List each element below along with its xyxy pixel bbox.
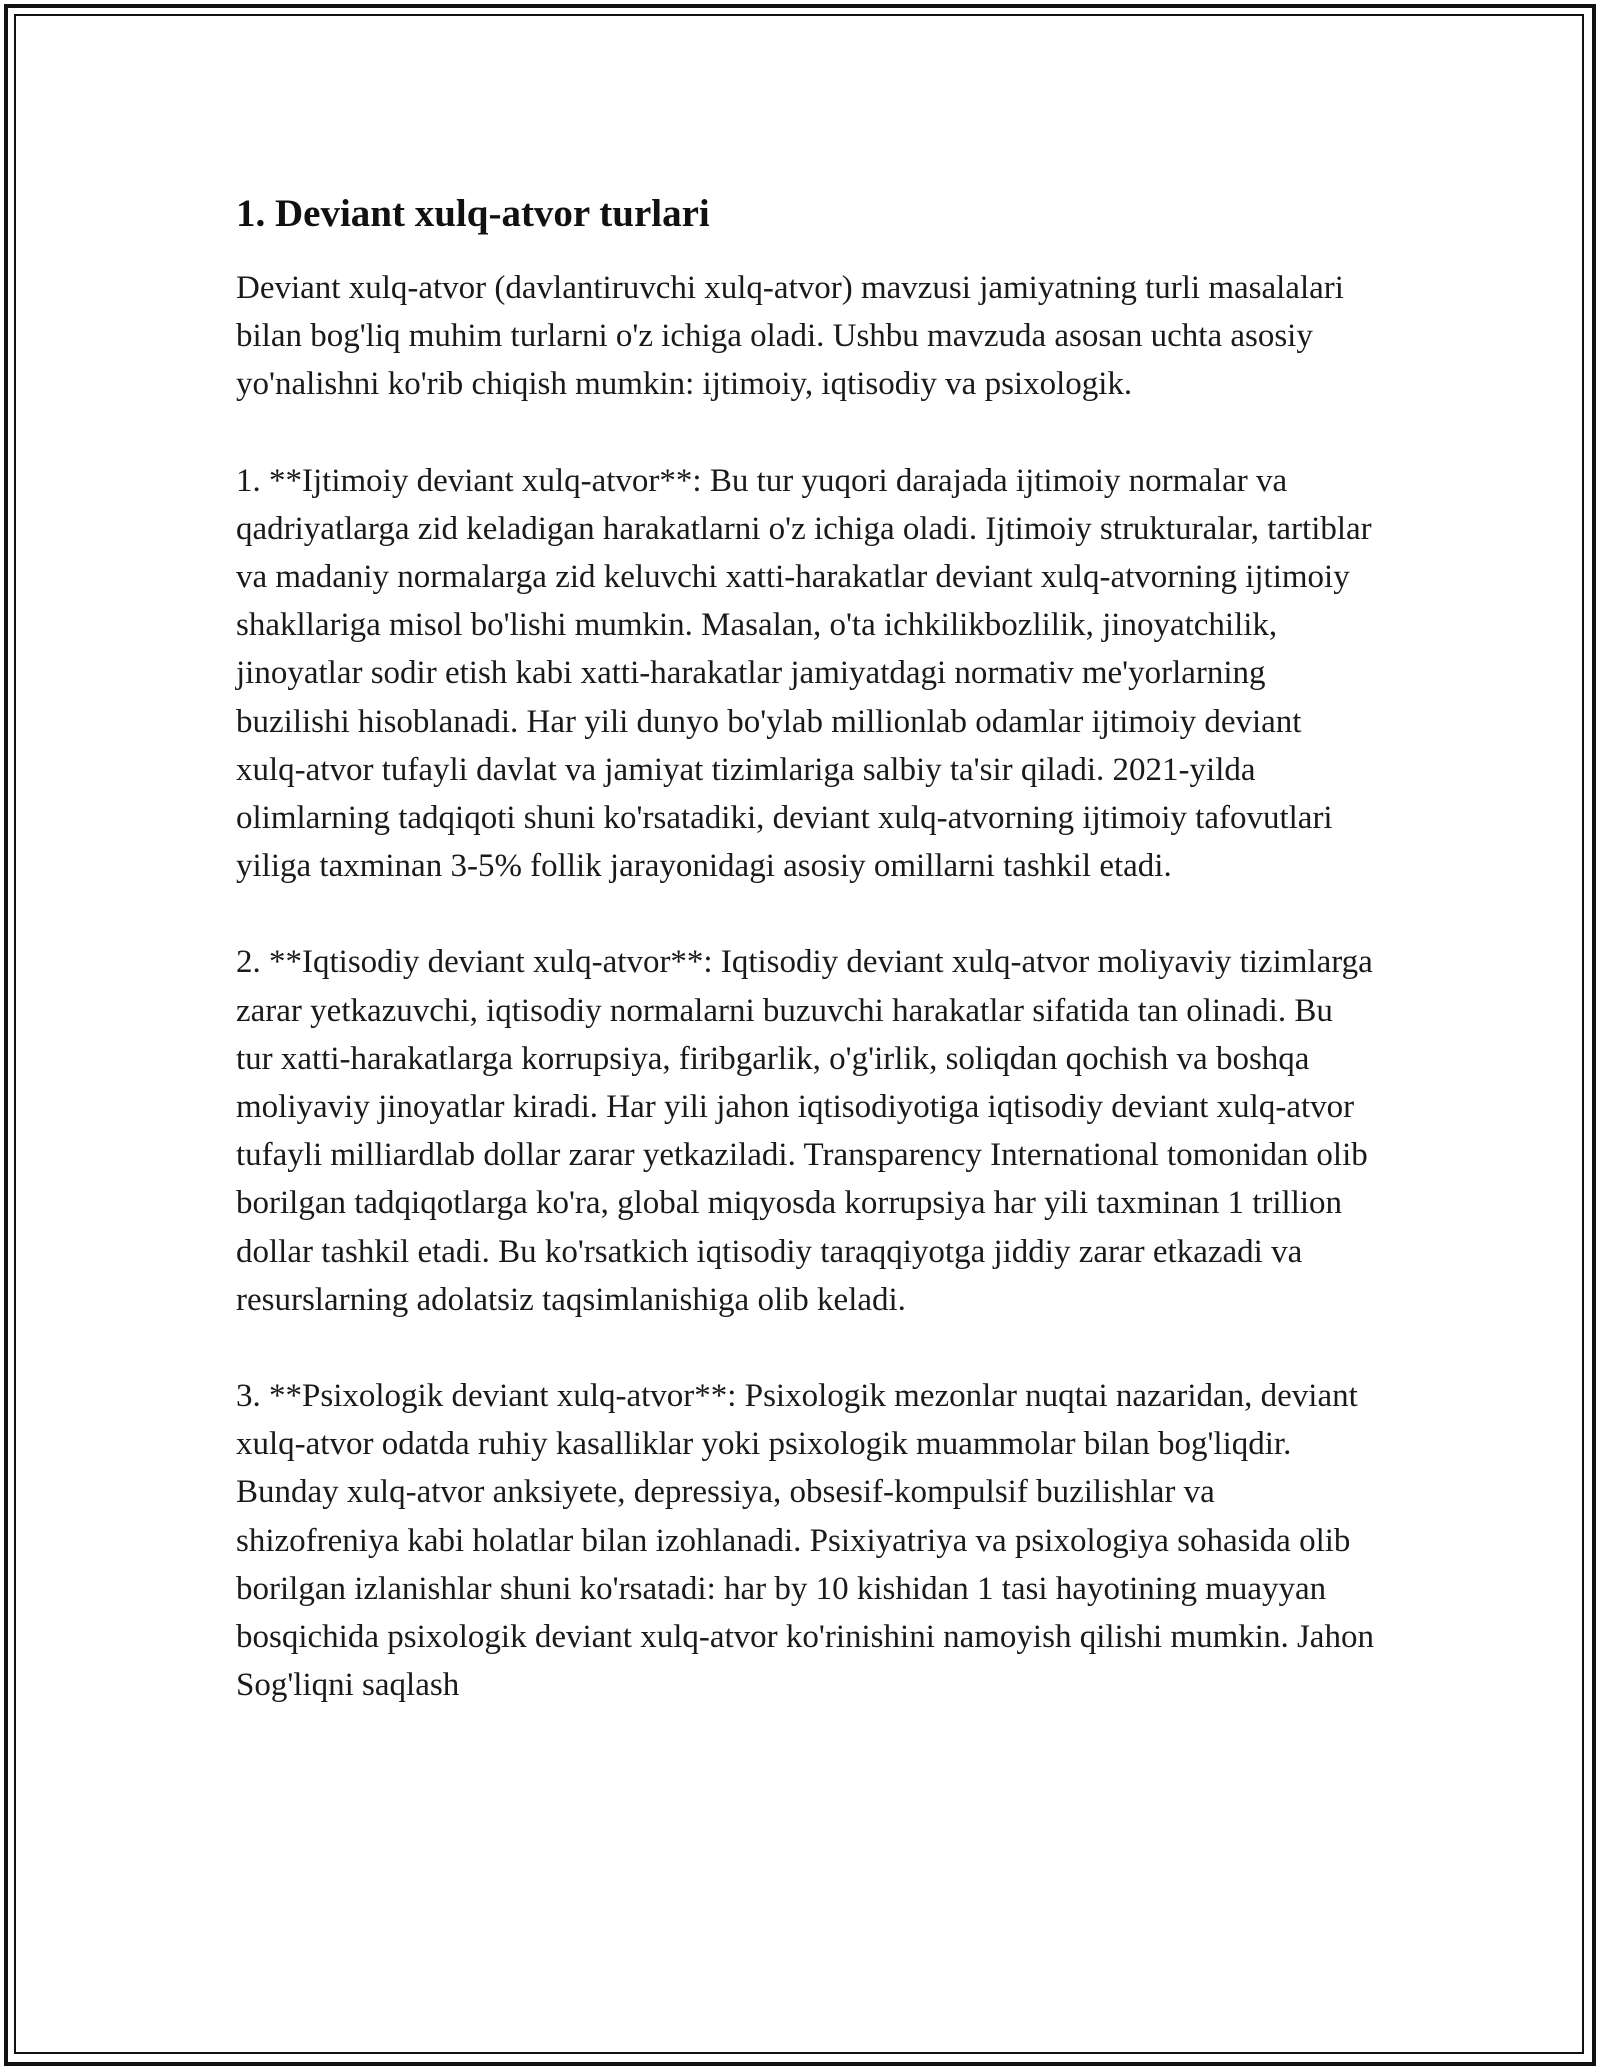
intro-paragraph: Deviant xulq-atvor (davlantiruvchi xulq-atvor) mavzusi jamiyatning turli masalalari bilan bog'liq muhim turlarni o'z ichiga oladi. Ushbu mavzuda asosan uchta asosiy yo'nalishni ko'rib chiqish mumkin: ijtimoiy, iqtisodiy va psixologik. [236, 270, 1344, 403]
document-body [236, 188, 1376, 1757]
psychological-deviance-paragraph: 3. **Psixologik deviant xulq-atvor**: Psixologik mezonlar nuqtai nazaridan, deviant xulq-atvor odatda ruhiy kasalliklar yoki psixologik muammolar bilan bog'liqdir. Bunday xulq-atvor anksiyete, depressiya, obsesif-kompulsif buzilishlar va shizofreniya kabi holatlar bilan izohlanadi. Psixiyatriya va psixologiya sohasida olib borilgan izlanishlar shuni ko'rsatadi: har by 10 kishidan 1 tasi hayotining muayyan bosqichida psixologik deviant xulq-atvor ko'rinishini namoyish qilishi mumkin. Jahon Sog'liqni saqlash [236, 1378, 1374, 1704]
social-deviance-paragraph: 1. **Ijtimoiy deviant xulq-atvor**: Bu tur yuqori darajada ijtimoiy normalar va qadriyatlarga zid keladigan harakatlarni o'z ichiga oladi. Ijtimoiy strukturalar, tartiblar va madaniy normalarga zid keluvchi xatti-harakatlar deviant xulq-atvorning ijtimoiy shakllariga misol bo'lishi mumkin. Masalan, o'ta ichkilikbozlilik, jinoyatchilik, jinoyatlar sodir etish kabi xatti-harakatlar jamiyatdagi normativ me'yorlarning buzilishi hisoblanadi. Har yili dunyo bo'ylab millionlab odamlar ijtimoiy deviant xulq-atvor tufayli davlat va jamiyat tizimlariga salbiy ta'sir qiladi. 2021-yilda olimlarning tadqiqoti shuni ko'rsatadiki, deviant xulq-atvorning ijtimoiy tafovutlari yiliga taxminan 3-5% follik jarayonidagi asosiy omillarni tashkil etadi. [236, 462, 1372, 885]
economic-deviance-paragraph: 2. **Iqtisodiy deviant xulq-atvor**: Iqtisodiy deviant xulq-atvor moliyaviy tizimlarga zarar yetkazuvchi, iqtisodiy normalarni buzuvchi harakatlar sifatida tan olinadi. Bu tur xatti-harakatlarga korrupsiya, firibgarlik, o'g'irlik, soliqdan qochish va boshqa moliyaviy jinoyatlar kiradi. Har yili jahon iqtisodiyotiga iqtisodiy deviant xulq-atvor tufayli milliardlab dollar zarar yetkaziladi. Transparency International tomonidan olib borilgan tadqiqotlarga ko'ra, global miqyosda korrupsiya har yili taxminan 1 trillion dollar tashkil etadi. Bu ko'rsatkich iqtisodiy taraqqiyotga jiddiy zarar etkazadi va resurslarning adolatsiz taqsimlanishiga olib keladi. [236, 944, 1373, 1318]
section-heading: 1. Deviant xulq-atvor turlari [236, 192, 710, 235]
